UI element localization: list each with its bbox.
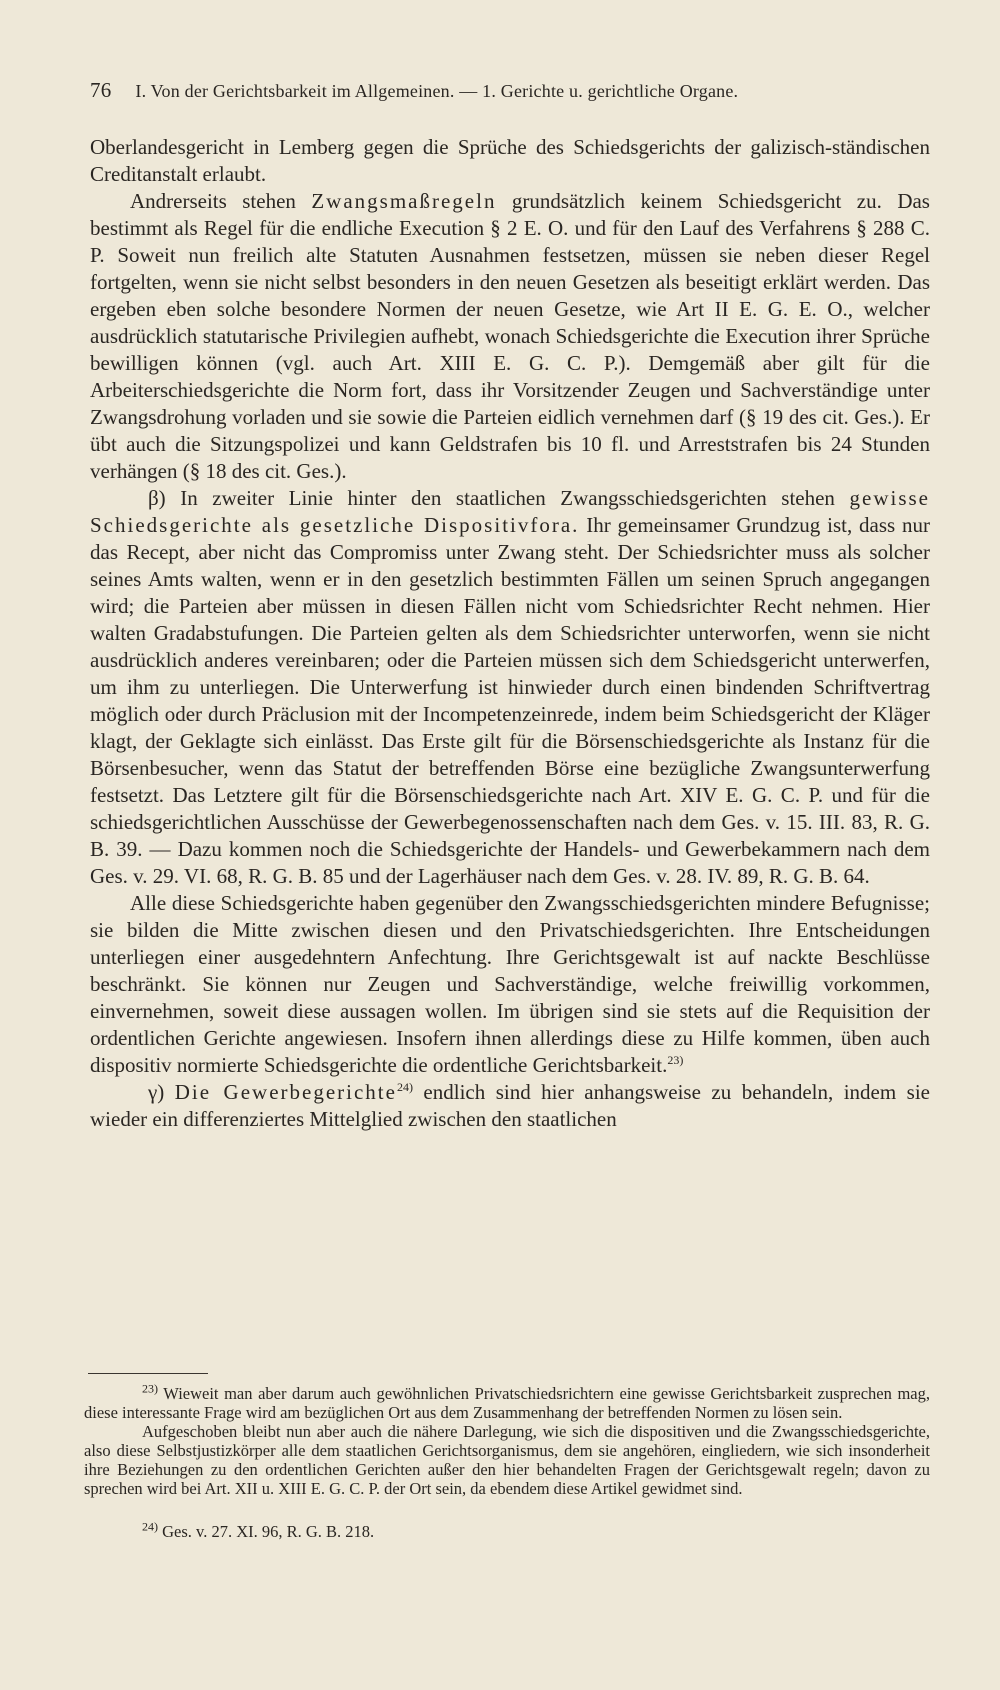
footnote-mark-23: 23): [142, 1381, 158, 1396]
paragraph-beta: β) In zweiter Linie hinter den staatlichen Zwangsschiedsgerichten stehen gewisse Schiedsgerichte als gesetzliche Dispositivfora. Ihr gemeinsamer Grundzug ist, dass nur das Recept, aber nicht das Compromiss unter Zwang steht. Der Schiedsrichter muss als solcher seines Amts walten, wenn er in den gesetzlich bestimmten Fällen um seinen Spruch angegangen wird; die Parteien aber müssen in diesen Fällen nicht vom Schiedsrichter Recht nehmen. Hier walten Gradabstufungen. Die Parteien gelten als dem Schiedsrichter unterworfen, wenn sie nicht ausdrücklich anderes vereinbaren; oder die Parteien müssen sich dem Schiedsgericht unterwerfen, um ihm zu unterliegen. Die Unterwerfung ist hinwieder durch einen bindenden Schriftvertrag möglich oder durch Präclusion mit der Incompetenzeinrede, indem beim Schiedsgericht der Kläger klagt, der Geklagte sich einlässt. Das Erste gilt für die Börsenschiedsgerichte als Instanz für die Börsenbesucher, wenn das Statut der betreffenden Börse eine bezügliche Zwangsunterwerfung festsetzt. Das Letztere gilt für die Börsenschiedsgerichte nach Art. XIV E. G. C. P. und für die schiedsgerichtlichen Ausschüsse der Gewerbegenossenschaften nach dem Ges. v. 15. III. 83, R. G. B. 39. — Dazu kommen noch die Schiedsgerichte der Handels- und Gewerbekammern nach dem Ges. v. 29. VI. 68, R. G. B. 85 und der Lagerhäuser nach dem Ges. v. 28. IV. 89, R. G. B. 64.: [90, 486, 930, 888]
footnote-mark-24: 24): [142, 1519, 158, 1534]
paragraph-gamma: γ) Die Gewerbegerichte$^{24)}$ endlich sind hier anhangsweise zu behandeln, indem sie wieder ein differenziertes Mittelglied zwischen den staatlichen: [90, 1080, 930, 1131]
spaced-term-dispositivfora: gewisse Schiedsgerichte als gesetzliche Dispositivfora.: [90, 486, 930, 537]
footnote-23-continuation: Aufgeschoben bleibt nun aber auch die nähere Darlegung, wie sich die dispositiven und die Zwangsschiedsgerichte, also diese Selbstjustizkörper alle dem staatlichen Gerichtsorganismus, dem sie angehören, eingliedern, wie sich insonderheit ihre Beziehungen zu den ordentlichen Gerichten außer den hier behandelten Fragen der Gerichtsgewalt regeln; davon zu sprechen wird bei Art. XII u. XIII E. G. C. P. der Ort sein, da ebendem diese Artikel gewidmet sind.: [84, 1422, 930, 1498]
paragraph-2: Andrerseits stehen Zwangsmaßregeln grundsätzlich keinem Schiedsgericht zu. Das bestimmt als Regel für die endliche Execution § 2 E. O. und für den Lauf des Verfahrens § 288 C. P. Soweit nun freilich alte Statuten Ausnahmen festsetzen, müssen sie neben dieser Regel fortgelten, wenn sie nicht selbst besonders in den neuen Gesetzen als beseitigt erklärt werden. Das ergeben eben solche besondere Normen der neuen Gesetze, wie Art II E. G. E. O., welcher ausdrücklich statutarische Privilegien aufhebt, wonach Schiedsgerichte die Execution ihrer Sprüche bewilligen können (vgl. auch Art. XIII E. G. C. P.). Demgemäß aber gilt für die Arbeiterschiedsgerichte die Norm fort, dass ihr Vorsitzender Zeugen und Sachverständige unter Zwangsdrohung vorladen und sie sowie die Parteien eidlich vernehmen darf (§ 19 des cit. Ges.). Er übt auch die Sitzungspolizei und kann Geldstrafen bis 10 fl. und Arreststrafen bis 24 Stunden verhängen (§ 18 des cit. Ges.).: [90, 189, 930, 483]
running-title: I. Von der Gerichtsbarkeit im Allgemeinen. — 1. Gerichte u. gerichtliche Organe.: [135, 81, 739, 101]
page-number: 76: [90, 78, 112, 102]
spaced-term-zwangsmassregeln: Zwangsmaßregeln: [311, 189, 497, 213]
spaced-term-gewerbegerichte: Die Gewerbegerichte: [174, 1080, 397, 1104]
footnote-divider: [88, 1373, 208, 1374]
footnote-24: $^{24)}$ Ges. v. 27. XI. 96, R. G. B. 218.: [142, 1519, 375, 1541]
paragraph-4: Alle diese Schiedsgerichte haben gegenüber den Zwangsschiedsgerichten mindere Befugnisse; sie bilden die Mitte zwischen diesen und den Privatschiedsgerichten. Ihre Entscheidungen unterliegen einer ausgedehntern Anfechtung. Ihre Gerichtsgewalt ist auf nackte Beschlüsse beschränkt. Sie können nur Zeugen und Sachverständige, welche freiwillig vorkommen, einvernehmen, soweit diese aussagen wollen. Im übrigen sind sie stets auf die Requisition der ordentlichen Gerichte angewiesen. Insofern ihnen allerdings diese zu Hilfe kommen, üben auch dispositiv normierte Schiedsgerichte die ordentliche Gerichtsbarkeit.$^{23)}$: [90, 891, 930, 1077]
footnote-ref-24[interactable]: 24): [396, 1080, 413, 1094]
footnote-23: $^{23)}$ Wieweit man aber darum auch gewöhnlichen Privatschiedsrichtern eine gewisse Gerichtsbarkeit zusprechen mag, diese interessante Frage wird am bezüglichen Ort aus dem Zusammenhang der betreffenden Normen zu lösen sein.: [84, 1381, 930, 1422]
footnote-ref-23[interactable]: 23): [667, 1053, 684, 1067]
main-text: [90, 134, 930, 1133]
footnotes: [84, 1381, 930, 1541]
paragraph-1: Oberlandesgericht in Lemberg gegen die Sprüche des Schiedsgerichts der galizisch-ständischen Creditanstalt erlaubt.: [90, 135, 930, 186]
running-header: [90, 78, 930, 103]
